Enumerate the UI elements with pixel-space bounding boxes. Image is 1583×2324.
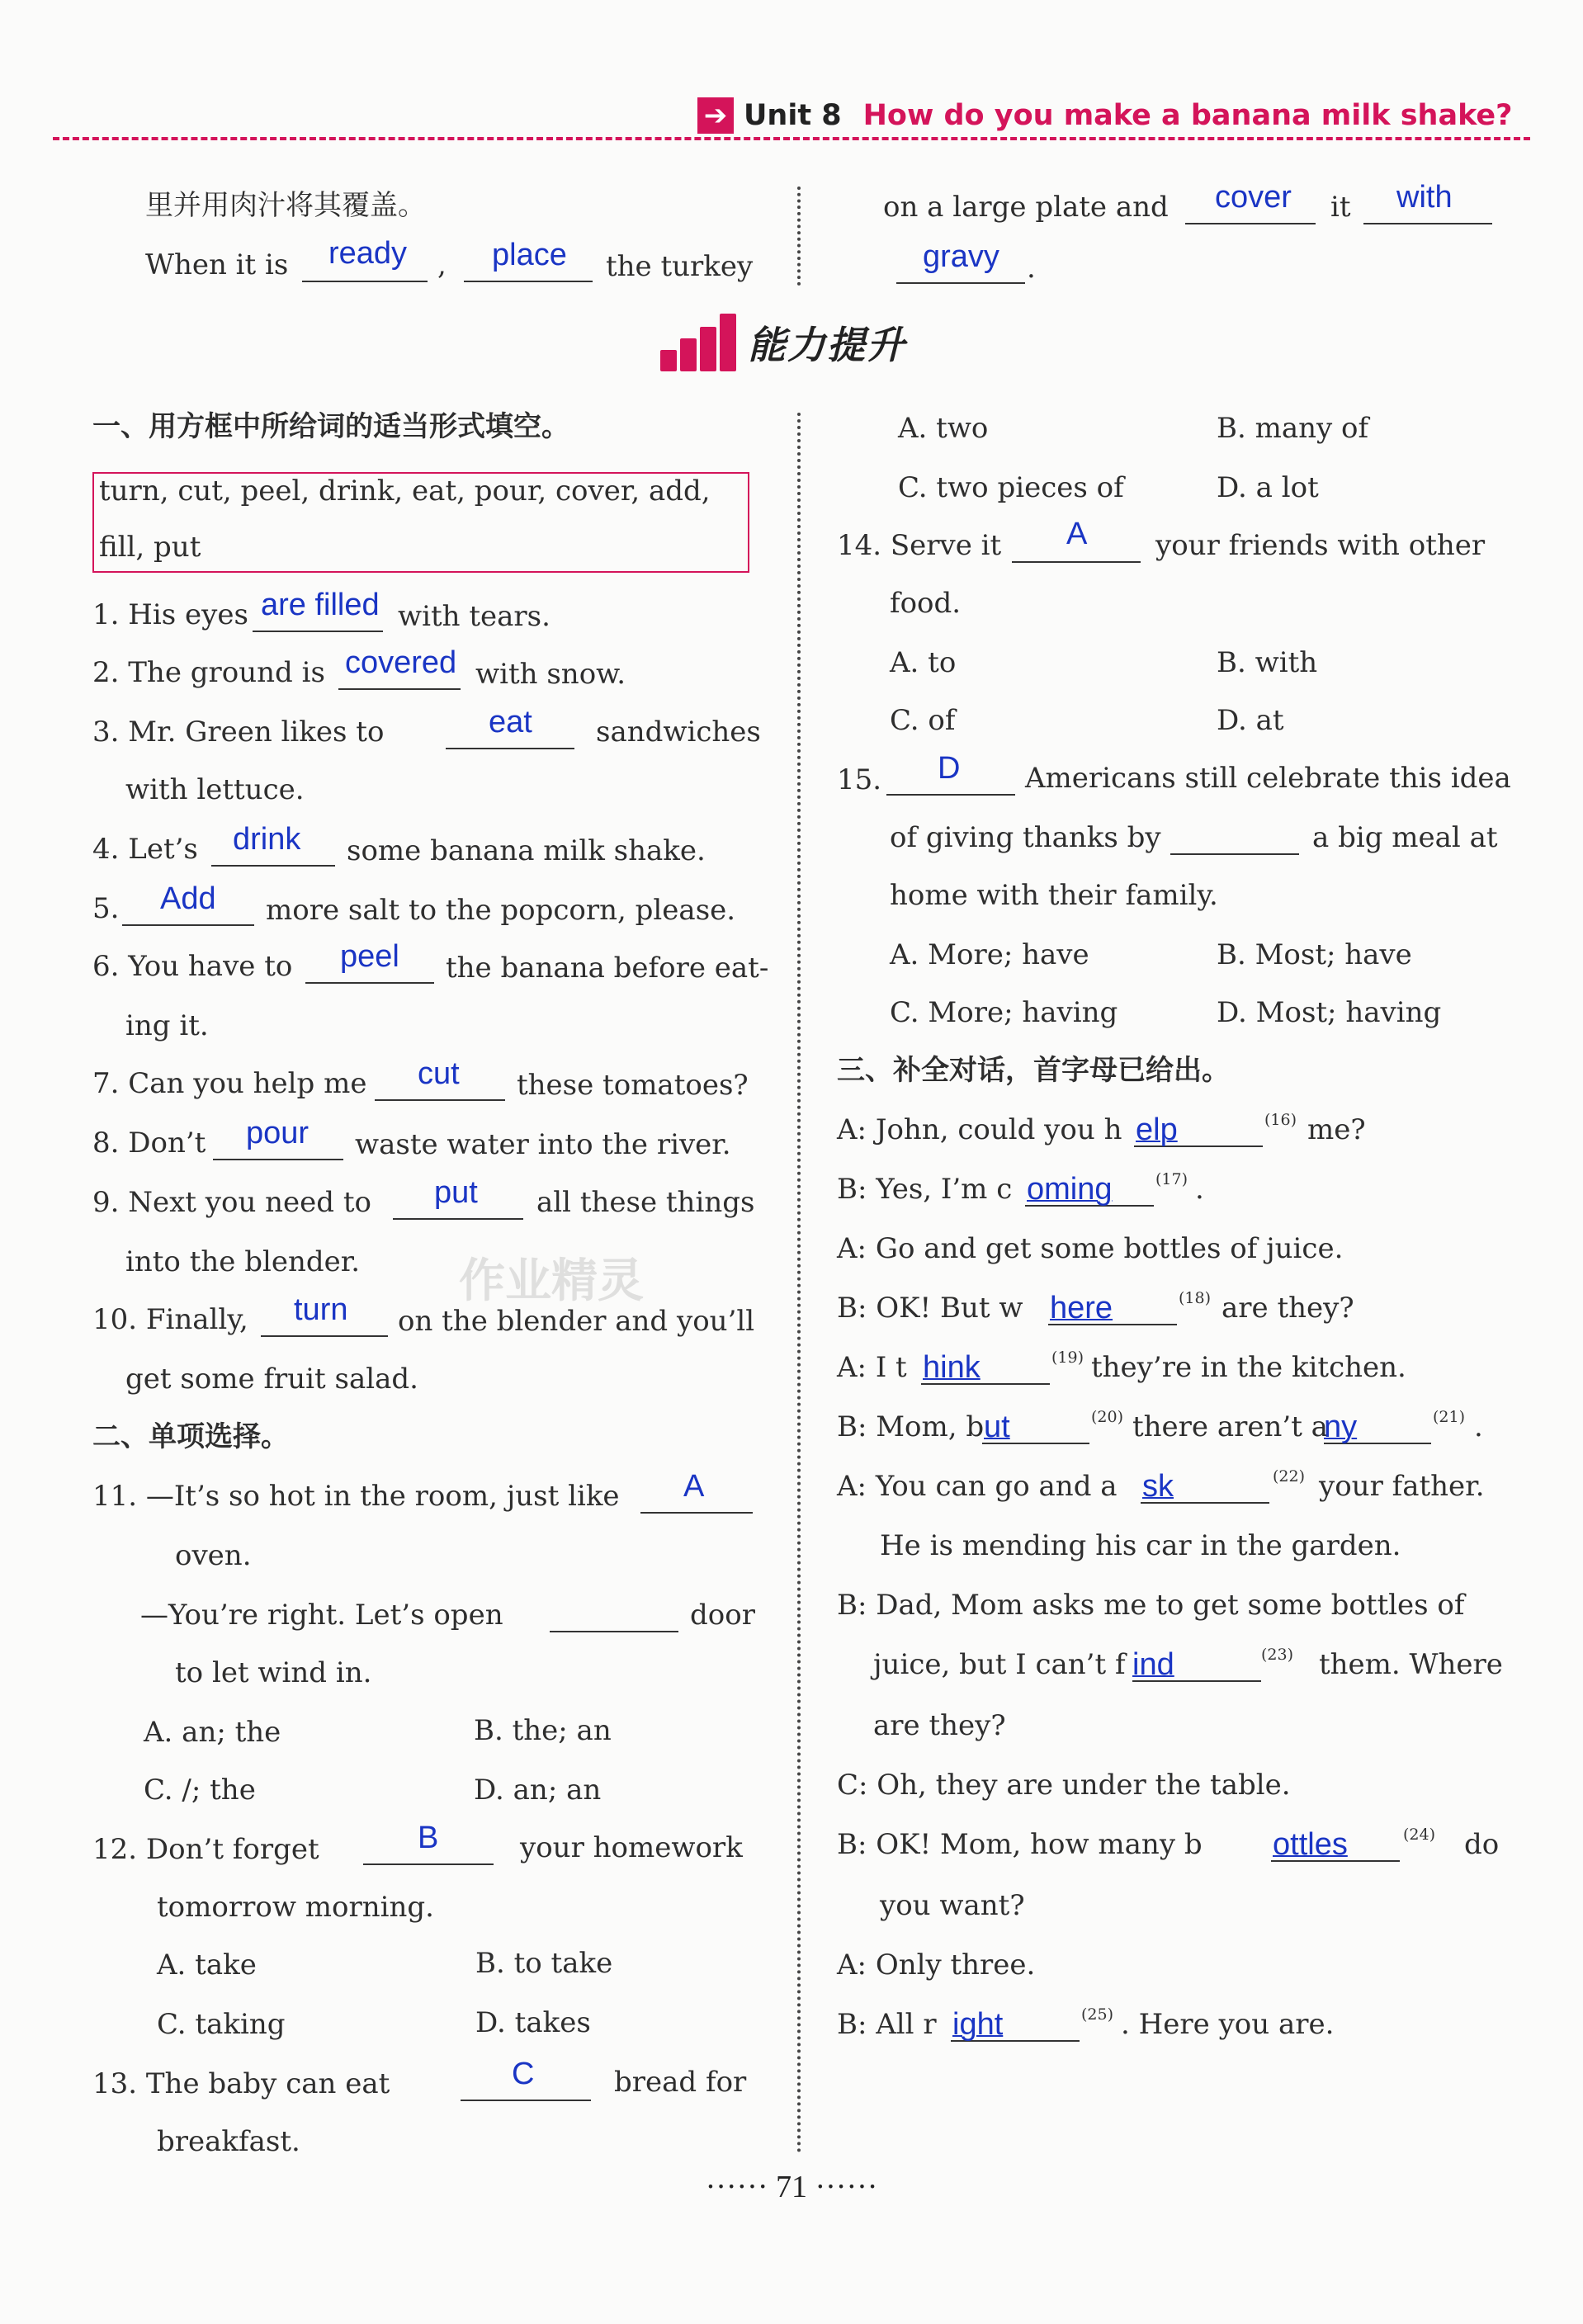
blank-gravy[interactable] [896, 282, 1025, 284]
d16-number: (16) [1264, 1111, 1297, 1129]
d19-text-end: they’re in the kitchen. [1091, 1351, 1406, 1384]
answer-cover: cover [1215, 180, 1292, 215]
q12-text: 12. Don’t forget [92, 1833, 319, 1866]
d17-number: (17) [1155, 1170, 1188, 1188]
q12-option-c[interactable]: C. taking [157, 2008, 286, 2041]
q8-text-end: waste water into the river. [355, 1128, 731, 1161]
q7-blank[interactable] [375, 1099, 505, 1101]
q3-answer: eat [489, 705, 532, 739]
q12-text-end: your homework [520, 1831, 743, 1864]
q11-option-c[interactable]: C. /; the [144, 1774, 256, 1807]
q2-blank[interactable] [338, 688, 461, 690]
comma: , [437, 248, 447, 281]
d19-text: A: I t [837, 1351, 907, 1384]
q11-option-d[interactable]: D. an; an [474, 1774, 602, 1807]
q13-text-cont: breakfast. [157, 2125, 300, 2158]
q10-text: 10. Finally, [92, 1303, 248, 1336]
q1-text-end: with tears. [398, 600, 551, 633]
d22-answer: sk [1142, 1469, 1174, 1504]
d18-text-end: are they? [1222, 1292, 1354, 1325]
d22-number: (22) [1273, 1467, 1306, 1486]
d25-text-end: . Here you are. [1121, 2008, 1335, 2041]
answer-ready: ready [328, 236, 408, 271]
q15-option-b[interactable]: B. Most; have [1217, 938, 1412, 971]
d23-answer: ind [1132, 1647, 1174, 1682]
d20-text: B: Mom, b [837, 1410, 985, 1443]
q6-blank[interactable] [305, 982, 434, 984]
q6-text: 6. You have to [92, 950, 293, 983]
q11-text-d: door [690, 1599, 755, 1632]
q5-answer: Add [160, 881, 216, 916]
q12-text-cont: tomorrow morning. [157, 1891, 434, 1924]
d-line3: A: Go and get some bottles of juice. [837, 1232, 1344, 1265]
word-box-line1: turn, cut, peel, drink, eat, pour, cover, add, [99, 475, 711, 508]
q4-answer: drink [233, 822, 301, 857]
part1-heading: 一、用方框中所给词的适当形式填空。 [92, 410, 569, 443]
q7-answer: cut [418, 1056, 460, 1091]
d16-text: A: John, could you h [837, 1113, 1122, 1146]
d18-answer: here [1050, 1291, 1113, 1325]
q12-option-d[interactable]: D. takes [475, 2006, 591, 2039]
column-divider [797, 413, 801, 2154]
q15-option-a[interactable]: A. More; have [890, 938, 1089, 971]
answer-gravy: gravy [923, 239, 999, 274]
q13-option-d[interactable]: D. a lot [1217, 471, 1319, 504]
q15-text: 15. [837, 763, 882, 796]
page-header [697, 92, 1512, 139]
d19-answer: hink [923, 1350, 981, 1385]
q15-blank[interactable] [886, 794, 1015, 796]
q13-text: 13. The baby can eat [92, 2067, 390, 2100]
q12-option-a[interactable]: A. take [157, 1948, 257, 1982]
d22-text-end: your father. [1319, 1470, 1485, 1503]
d23-text-b: juice, but I can’t f [873, 1648, 1126, 1681]
q10-blank[interactable] [261, 1335, 388, 1337]
q5-text: 5. [92, 892, 120, 925]
right-arrow-icon: ➔ [697, 97, 734, 134]
q9-text-end: all these things [536, 1186, 755, 1219]
blank-with[interactable] [1363, 223, 1492, 224]
d16-answer: elp [1136, 1112, 1178, 1147]
q3-blank[interactable] [446, 748, 574, 749]
q14-option-c[interactable]: C. of [890, 704, 956, 737]
q11-answer: A [683, 1469, 705, 1504]
d24-text-cont: you want? [880, 1889, 1025, 1922]
q2-text-end: with snow. [475, 658, 626, 691]
q13-option-a[interactable]: A. two [898, 412, 989, 445]
q11-text-e: to let wind in. [175, 1656, 372, 1689]
d21-number: (21) [1433, 1408, 1466, 1426]
q9-blank[interactable] [393, 1218, 523, 1220]
unit-label: Unit 8 [744, 99, 842, 132]
q4-blank[interactable] [211, 865, 335, 867]
q10-text-cont: get some fruit salad. [125, 1363, 418, 1396]
d20-answer: ut [984, 1410, 1010, 1444]
q14-answer: A [1066, 517, 1088, 551]
blank-cover[interactable] [1185, 223, 1316, 224]
q7-text: 7. Can you help me [92, 1067, 367, 1100]
d25-text: B: All r [837, 2008, 937, 2041]
section-banner [660, 314, 906, 371]
d18-text: B: OK! But w [837, 1292, 1023, 1325]
q8-text: 8. Don’t [92, 1127, 206, 1160]
q14-text-end: your friends with other [1155, 529, 1486, 562]
d25-number: (25) [1081, 2005, 1114, 2024]
q4-text-end: some banana milk shake. [347, 834, 706, 867]
q3-text-end: sandwiches [596, 716, 761, 749]
q2-text: 2. The ground is [92, 656, 325, 689]
q12-answer: B [418, 1821, 439, 1855]
q9-text: 9. Next you need to [92, 1186, 371, 1219]
section-banner-title: 能力提升 [748, 323, 906, 367]
d18-number: (18) [1179, 1289, 1212, 1307]
q13-option-b[interactable]: B. many of [1217, 412, 1369, 445]
q15-text-end: Americans still celebrate this idea [1025, 762, 1511, 795]
q13-answer: C [512, 2057, 535, 2091]
q3-text-cont: with lettuce. [125, 773, 305, 806]
q11-option-b[interactable]: B. the; an [474, 1714, 612, 1747]
d23-text-c: them. Where [1319, 1648, 1503, 1681]
q15-text-d: a big meal at [1312, 821, 1498, 854]
q13-text-end: bread for [614, 2066, 747, 2099]
d23-text: B: Dad, Mom asks me to get some bottles of [837, 1589, 1465, 1622]
q5-blank[interactable] [122, 924, 254, 926]
q6-text-end: the banana before eat- [446, 952, 769, 985]
q11-text: 11. —It’s so hot in the room, just like [92, 1480, 620, 1513]
q10-answer: turn [294, 1292, 348, 1327]
bar-chart-icon [660, 314, 736, 371]
column-divider-top [797, 187, 801, 286]
q4-text: 4. Let’s [92, 833, 198, 866]
d17-answer: oming [1027, 1172, 1113, 1207]
q15-option-c[interactable]: C. More; having [890, 996, 1118, 1029]
unit-title: How do you make a banana milk shake? [862, 99, 1513, 132]
q11-text-c: —You’re right. Let’s open [140, 1599, 503, 1632]
d22-text-cont: He is mending his car in the garden. [880, 1529, 1401, 1562]
q14-blank[interactable] [1012, 561, 1141, 563]
q14-option-b[interactable]: B. with [1217, 646, 1318, 679]
q14-option-a[interactable]: A. to [890, 646, 957, 679]
q2-answer: covered [345, 645, 457, 680]
d24-text-end: do [1464, 1828, 1500, 1861]
page-number: ······ 71 ······ [705, 2170, 878, 2204]
q12-option-b[interactable]: B. to take [475, 1947, 613, 1980]
top-left-line2a: When it is [145, 248, 289, 281]
q15-answer: D [938, 751, 961, 786]
q9-answer: put [434, 1175, 478, 1210]
d21-text-end: . [1474, 1410, 1483, 1443]
top-right-line1b: it [1330, 191, 1351, 224]
d16-text-end: me? [1307, 1113, 1366, 1146]
d17-text-end: . [1195, 1173, 1204, 1206]
d25-answer: ight [952, 2007, 1004, 2042]
q5-text-end: more salt to the popcorn, please. [266, 894, 736, 927]
q8-answer: pour [246, 1116, 310, 1150]
header-divider [53, 137, 1530, 140]
d23-text-d: are they? [873, 1709, 1006, 1742]
top-left-line1: 里并用肉汁将其覆盖。 [145, 189, 426, 222]
q1-text: 1. His eyes [92, 598, 248, 631]
d22-text: A: You can go and a [837, 1470, 1118, 1503]
d24-answer: ottles [1273, 1827, 1348, 1862]
d23-number: (23) [1261, 1646, 1294, 1664]
q13-option-c[interactable]: C. two pieces of [898, 471, 1124, 504]
part2-heading: 二、单项选择。 [92, 1420, 289, 1453]
q6-answer: peel [340, 939, 399, 974]
blank-place[interactable] [464, 281, 593, 282]
q6-text-cont: ing it. [125, 1009, 209, 1042]
top-left-line2b: the turkey [606, 250, 754, 283]
q14-text-cont: food. [890, 587, 962, 620]
q13-blank[interactable] [461, 2100, 591, 2101]
word-box-line2: fill, put [99, 531, 201, 564]
q14-text: 14. Serve it [837, 529, 1002, 562]
d20-number: (20) [1091, 1408, 1124, 1426]
q11-option-a[interactable]: A. an; the [144, 1716, 281, 1749]
watermark-2: 作业精灵 [459, 1254, 644, 1308]
q15-option-d[interactable]: D. Most; having [1217, 996, 1442, 1029]
answer-place: place [492, 238, 567, 272]
d20-text-end: there aren’t a [1132, 1410, 1328, 1443]
part3-heading: 三、补全对话，首字母已给出。 [837, 1054, 1230, 1087]
q14-option-d[interactable]: D. at [1217, 704, 1284, 737]
answer-with: with [1396, 180, 1453, 215]
q11-text-b: oven. [175, 1539, 252, 1572]
q15-blank-2[interactable] [1170, 853, 1299, 855]
q12-blank[interactable] [363, 1863, 494, 1865]
q11-blank[interactable] [640, 1512, 753, 1514]
d19-number: (19) [1051, 1349, 1084, 1367]
d-line11: A: Only three. [837, 1948, 1036, 1982]
q1-blank[interactable] [253, 631, 383, 632]
q10-text-end: on the blender and you’ll [398, 1305, 755, 1338]
d17-text: B: Yes, I’m c [837, 1173, 1013, 1206]
d21-answer: ny [1324, 1410, 1358, 1444]
period: . [1027, 252, 1036, 285]
d24-number: (24) [1403, 1826, 1436, 1844]
q7-text-end: these tomatoes? [517, 1069, 749, 1102]
d-line9: C: Oh, they are under the table. [837, 1769, 1291, 1802]
q9-text-cont: into the blender. [125, 1245, 361, 1278]
q1-answer: are filled [261, 588, 380, 622]
q15-text-e: home with their family. [890, 879, 1218, 912]
q15-text-c: of giving thanks by [890, 821, 1161, 854]
q8-blank[interactable] [213, 1159, 343, 1160]
q11-blank-2[interactable] [550, 1631, 678, 1632]
top-right-line1a: on a large plate and [883, 191, 1169, 224]
d24-text: B: OK! Mom, how many b [837, 1828, 1203, 1861]
blank-ready[interactable] [302, 281, 428, 282]
q3-text: 3. Mr. Green likes to [92, 716, 385, 749]
